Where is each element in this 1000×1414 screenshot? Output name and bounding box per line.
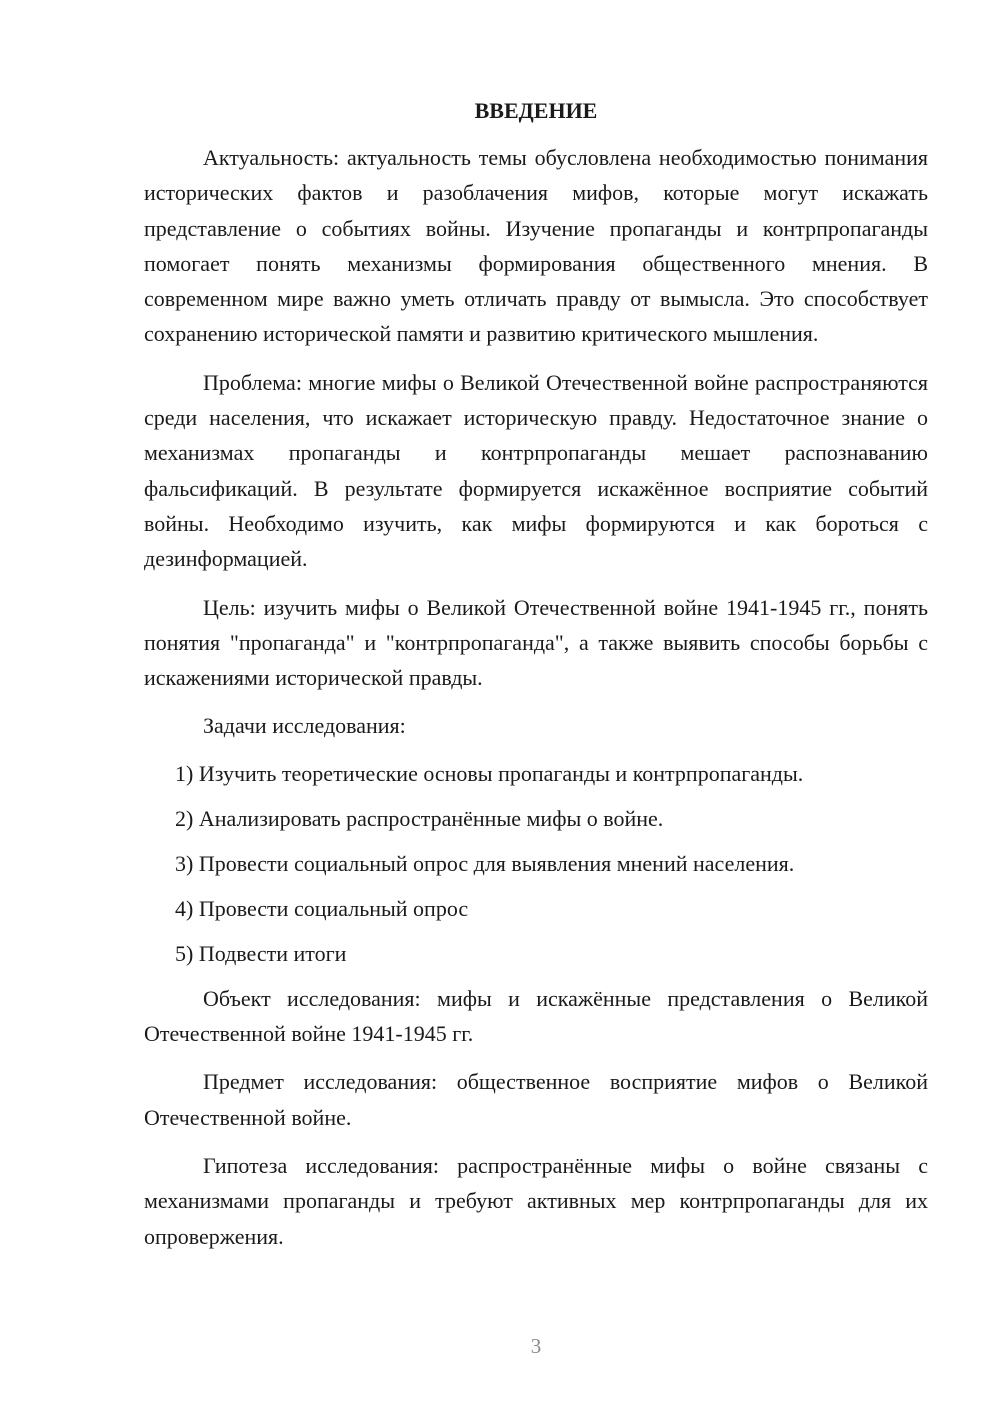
list-item: [144, 846, 928, 881]
tasks-label: Задачи исследования:: [203, 713, 406, 739]
page-number: 3: [530, 1334, 542, 1358]
list-item: [144, 756, 928, 791]
list-item: [144, 936, 928, 971]
subject-paragraph: Предмет исследования: общественное восприятие мифов о Великой Отечественной войне.: [144, 1069, 928, 1130]
hypothesis-paragraph: Гипотеза исследования: распространённые мифы о войне связаны с механизмами пропаганды и требуют активных мер контрпропаганды для их опровержения.: [144, 1152, 928, 1249]
list-item-text: Анализировать распространённые мифы о войне.: [198, 805, 664, 831]
list-item-number: 4): [175, 895, 194, 921]
list-item-text: Изучить теоретические основы пропаганды и контрпропаганды.: [198, 760, 804, 786]
list-item-number: 1): [175, 760, 194, 786]
list-item-number: 2): [175, 805, 194, 831]
list-item-text: Провести социальный опрос: [198, 895, 469, 921]
list-item: [144, 801, 928, 836]
list-item-number: 3): [175, 850, 194, 876]
problem-paragraph: Проблема: многие мифы о Великой Отечественной войне распространяются среди населения, что искажает историческую правду. Недостаточное знание о механизмах пропаганды и контрпропаганды мешает распознаванию фальсификаций. В результате формируется искажённое восприятие событий войны. Необходимо изучить, как мифы формируются и как бороться с дезинформацией.: [144, 369, 928, 572]
goal-paragraph: Цель: изучить мифы о Великой Отечественной войне 1941-1945 гг., понять понятия "пропаганда" и "контрпропаганда", а также выявить способы борьбы с искажениями исторической правды.: [144, 594, 928, 691]
document-page: [144, 96, 928, 1267]
list-item-text: Провести социальный опрос для выявления мнений населения.: [198, 850, 795, 876]
list-item: [144, 891, 928, 926]
page-title: ВВЕДЕНИЕ: [474, 98, 598, 123]
list-item-text: Подвести итоги: [198, 940, 347, 966]
object-paragraph: Объект исследования: мифы и искажённые представления о Великой Отечественной войне 1941-1945 гг.: [144, 985, 928, 1047]
relevance-paragraph: Актуальность: актуальность темы обусловлена необходимостью понимания исторических фактов и разоблачения мифов, которые могут искажать представление о событиях войны. Изучение пропаганды и контрпропаганды помогает понять механизмы формирования общественного мнения. В современном мире важно уметь отличать правду от вымысла. Это способствует сохранению исторической памяти и развитию критического мышления.: [144, 145, 928, 347]
list-item-number: 5): [175, 940, 194, 966]
tasks-list: [144, 756, 928, 971]
